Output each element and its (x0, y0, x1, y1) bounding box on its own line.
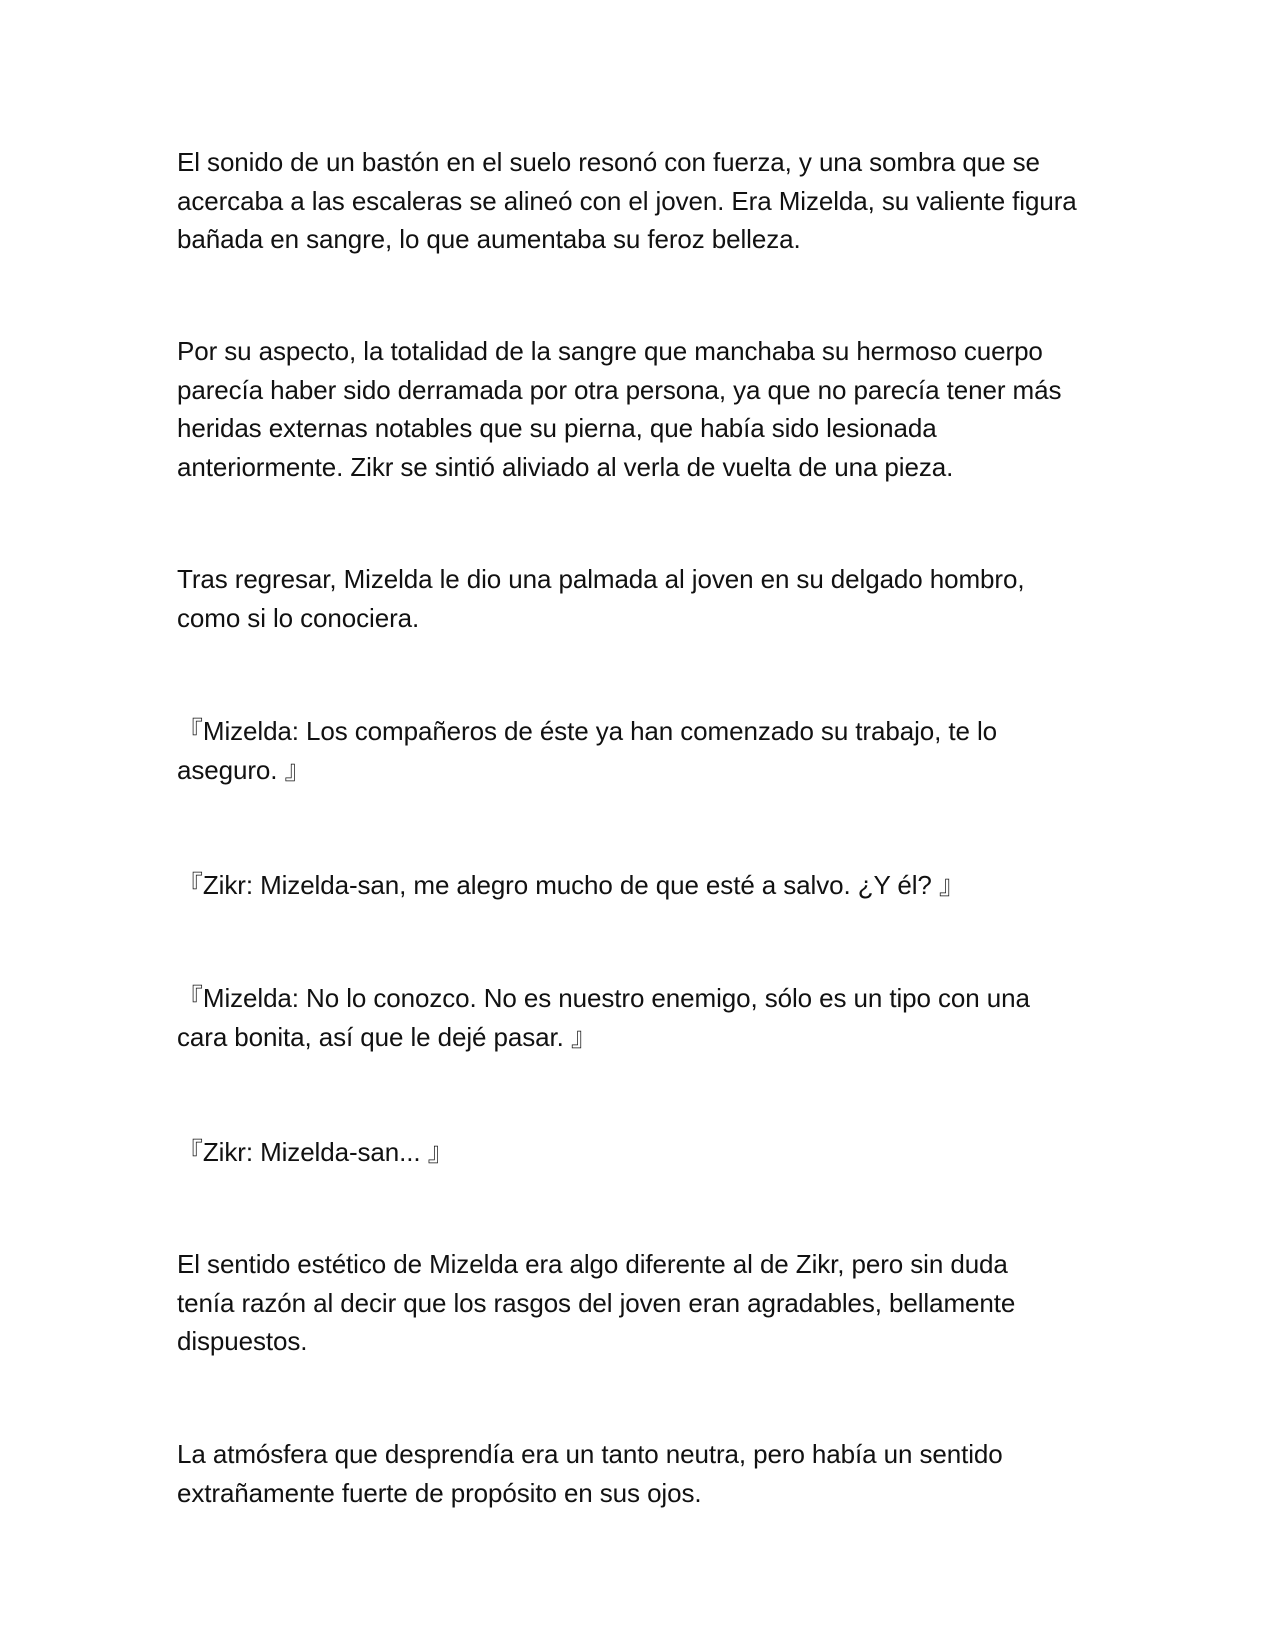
dialogue-line: 『Mizelda: Los compañeros de éste ya han comenzado su trabajo, te lo aseguro. 』 (177, 716, 997, 785)
paragraph: El sonido de un bastón en el suelo resonó con fuerza, y una sombra que se acercaba a las escaleras se alineó con el joven. Era Mizelda, su valiente figura bañada en sangre, lo que aumentaba su feroz belleza. (177, 147, 1077, 254)
paragraph: Tras regresar, Mizelda le dio una palmada al joven en su delgado hombro, como si lo conociera. (177, 564, 1025, 633)
paragraph: El sentido estético de Mizelda era algo diferente al de Zikr, pero sin duda tenía razón al decir que los rasgos del joven eran agradables, bellamente dispuestos. (177, 1249, 1016, 1356)
dialogue-line: 『Zikr: Mizelda-san... 』 (177, 1137, 454, 1167)
paragraph: La atmósfera que desprendía era un tanto neutra, pero había un sentido extrañamente fuerte de propósito en sus ojos. (177, 1439, 1003, 1508)
paragraph: Por su aspecto, la totalidad de la sangre que manchaba su hermoso cuerpo parecía haber sido derramada por otra persona, ya que no parecía tener más heridas externas notables que su pierna, que había sido lesionada anteriormente. Zikr se sintió aliviado al verla de vuelta de una pieza. (177, 336, 1062, 482)
dialogue-line: 『Mizelda: No lo conozco. No es nuestro enemigo, sólo es un tipo con una cara bonita, así que le dejé pasar. 』 (177, 983, 1030, 1052)
dialogue-line: 『Zikr: Mizelda-san, me alegro mucho de que esté a salvo. ¿Y él? 』 (177, 870, 965, 900)
